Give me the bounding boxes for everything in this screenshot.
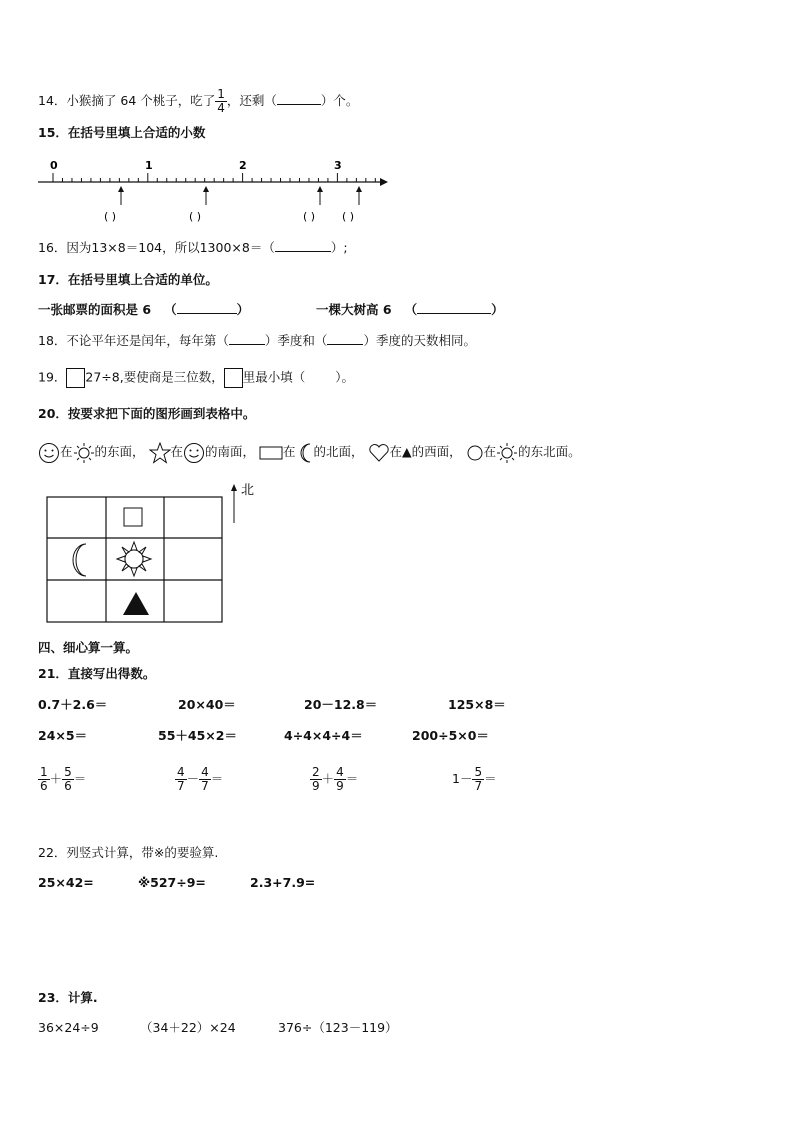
number-line [36,155,396,230]
tick-label-2: 2 [239,159,247,172]
paren-1: ( ) [104,210,117,223]
grid-triangle [123,592,149,615]
sun-icon [73,442,95,464]
vertical-calc-1: 25×42= [38,875,94,890]
rectangle-icon [259,445,283,461]
sun-icon [496,442,518,464]
q15-title: 15．在括号里填上合适的小数 [38,125,206,140]
grid-sun [117,542,151,576]
tick-marks [53,173,375,182]
moon-icon [296,442,314,464]
q18: 18．不论平年还是闰年，每年第（ ）季度和（ ）季度的天数相同。 [38,333,476,348]
q17-b: 一棵大树高 6 （ ） [316,302,504,317]
paren-4: ( ) [342,210,355,223]
calc-7: 4÷4×4÷4＝ [284,728,363,743]
grid-moon [73,544,86,576]
q20-instructions: 在 的东面， 在 的南面， 在 的北面， 在▲的西面， 在 的东北面。 [38,441,581,464]
q22-title: 22．列竖式计算，带※的要验算. [38,845,219,860]
answer-blank[interactable] [275,251,331,252]
circle-icon [466,442,484,464]
q16: 16．因为13×8＝104，所以1300×8＝（ ）; [38,240,348,255]
calc-2: 20×40＝ [178,697,236,712]
arrow-2 [203,186,209,205]
north-label: 北 [241,483,255,498]
q23-title: 23．计算. [38,990,98,1005]
q17-title: 17．在括号里填上合适的单位。 [38,272,218,287]
answer-blank[interactable] [177,313,237,314]
paren-2: ( ) [189,210,202,223]
q17-a: 一张邮票的面积是 6 （ ） [38,302,250,317]
tick-label-1: 1 [145,159,153,172]
q14: 14．小猴摘了 64 个桃子，吃了 $\frac{1}{4}$ ，还剩（ ）个。 [38,87,359,115]
arrow-3 [317,186,323,205]
calc-3: 20－12.8＝ [304,697,378,712]
calc-6: 55＋45×2＝ [158,728,237,743]
expr-1: 36×24÷9 [38,1020,99,1035]
answer-blank[interactable] [277,104,321,105]
axis-arrow [380,178,388,186]
grid-square [124,508,142,526]
answer-blank[interactable] [327,344,363,345]
answer-blank[interactable] [229,344,265,345]
section-title: 四、细心算一算。 [38,640,139,655]
tick-label-0: 0 [50,159,58,172]
expr-3: 376÷（123－119） [278,1020,398,1035]
smiley-icon [183,442,205,464]
heart-icon [368,442,390,464]
frac-calc-2: $\frac{4}{7}$ － $\frac{4}{7}$ ＝ [177,765,224,793]
answer-blank[interactable] [417,313,491,314]
frac-calc-1: $\frac{1}{6}$ ＋ $\frac{5}{6}$ ＝ [40,765,87,793]
vertical-calc-2: ※527÷9= [138,875,206,890]
frac-calc-4: 1－ $\frac{5}{7}$ ＝ [452,765,497,793]
star-icon [149,442,171,464]
digit-box[interactable] [66,368,85,388]
q20-title: 20．按要求把下面的图形画到表格中。 [38,406,256,421]
arrow-1 [118,186,124,205]
grid-3x3 [46,480,266,625]
calc-4: 125×8＝ [448,697,506,712]
expr-2: （34＋22）×24 [140,1020,236,1035]
frac-calc-3: $\frac{2}{9}$ ＋ $\frac{4}{9}$ ＝ [312,765,359,793]
calc-5: 24×5＝ [38,728,88,743]
digit-box[interactable] [224,368,243,388]
calc-8: 200÷5×0＝ [412,728,489,743]
q21-title: 21．直接写出得数。 [38,666,156,681]
q19: 19． 27÷8,要使商是三位数， 里最小填（ ）。 [38,368,354,388]
calc-1: 0.7＋2.6＝ [38,697,108,712]
arrow-4 [356,186,362,205]
smiley-icon [38,442,60,464]
vertical-calc-3: 2.3+7.9= [250,875,316,890]
fraction-one-quarter: $\frac{1}{4}$ [217,87,225,115]
paren-3: ( ) [303,210,316,223]
tick-label-3: 3 [334,159,342,172]
